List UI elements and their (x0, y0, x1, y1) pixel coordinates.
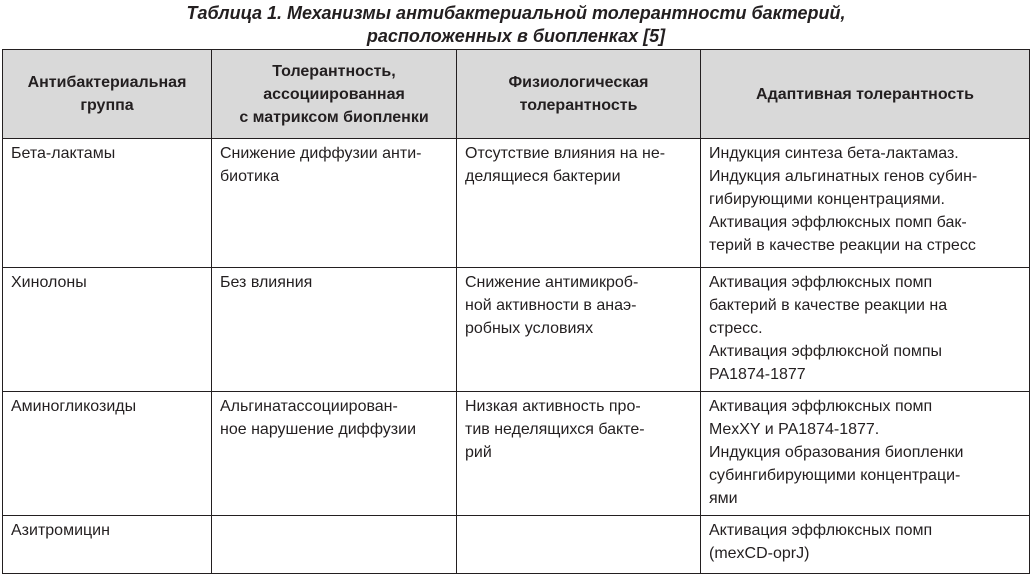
cell-physiological (457, 516, 701, 574)
cell-group: Азитромицин (3, 516, 212, 574)
cell-adaptive: Индукция синтеза бета-лактамаз. Индукция альгинатных генов субин- гибирующими концентрациями. Активация эффлюксных помп бак- терий в качестве реакции на стресс (701, 139, 1030, 268)
table-caption (0, 0, 1032, 48)
cell-group: Аминогликозиды (3, 392, 212, 516)
cell-adaptive: Активация эффлюксных помп MexXY и PA1874-1877. Индукция образования биопленки субингибирующими концентраци- ями (701, 392, 1030, 516)
cell-matrix: Снижение диффузии анти- биотика (212, 139, 457, 268)
tolerance-mechanisms-table (2, 49, 1030, 574)
cell-matrix: Альгинатассоциирован- ное нарушение диффузии (212, 392, 457, 516)
table-row-azithromycin (3, 516, 1030, 574)
cell-adaptive: Активация эффлюксных помп (mexCD-oprJ) (701, 516, 1030, 574)
table-row-quinolones (3, 268, 1030, 392)
cell-adaptive: Активация эффлюксных помп бактерий в качестве реакции на стресс. Активация эффлюксной помпы PA1874-1877 (701, 268, 1030, 392)
cell-physiological: Снижение антимикроб- ной активности в анаэ- робных условиях (457, 268, 701, 392)
caption-line-2: расположенных в биопленках [5] (366, 26, 666, 46)
header-antibacterial-group: Антибактериальная группа (3, 50, 212, 139)
cell-matrix (212, 516, 457, 574)
table-row-aminoglycosides (3, 392, 1030, 516)
cell-physiological: Низкая активность про- тив неделящихся бакте- рий (457, 392, 701, 516)
caption-line-1: Таблица 1. Механизмы антибактериальной толерантности бактерий, (186, 3, 846, 23)
header-matrix-tolerance: Толерантность, ассоциированная с матриксом биопленки (212, 50, 457, 139)
cell-physiological: Отсутствие влияния на не- делящиеся бактерии (457, 139, 701, 268)
table-row-beta-lactams (3, 139, 1030, 268)
cell-group: Хинолоны (3, 268, 212, 392)
header-adaptive-tolerance: Адаптивная толерантность (701, 50, 1030, 139)
header-physiological-tolerance: Физиологическая толерантность (457, 50, 701, 139)
cell-matrix: Без влияния (212, 268, 457, 392)
cell-group: Бета-лактамы (3, 139, 212, 268)
table-header-row (3, 50, 1030, 139)
